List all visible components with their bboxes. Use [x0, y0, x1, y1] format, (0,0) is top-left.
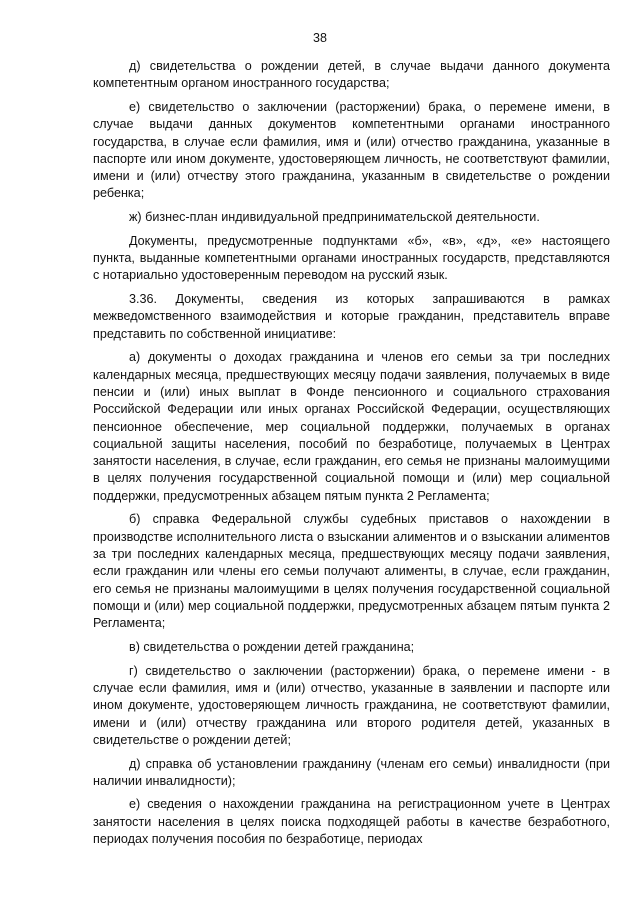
page-number: 38 — [313, 31, 327, 45]
paragraph-v-children-birth: в) свидетельства о рождении детей гражданина; — [129, 639, 415, 654]
paragraph-g-marriage-name-change: г) свидетельство о заключении (расторжении) брака, о перемене имени - в случае если фамилия, имя и (или) отчество, указанные в заявлении и паспорте или ином документе, удостоверяющем личность гражданина, не соответствуют фамилии, имени и (или) отчеству гражданина или второго родителя детей, указанных в свидетельстве о рождении детей; — [93, 663, 610, 747]
paragraph-b-bailiff-certificate: б) справка Федеральной службы судебных приставов о нахождении в производстве исполнительного листа о взыскании алиментов и о взыскании алиментов за три последних календарных месяца, предшествующих месяцу подачи заявления, если гражданин или члены его семьи получают алименты, в случае, если гражданин, его семья не признаны малоимущими в целях получения государственной социальной помощи и (или) мер социальной поддержки, предусмотренных абзацем пятым пункта 2 Регламента; — [93, 512, 610, 631]
paragraph-foreign-documents: Документы, предусмотренные подпунктами «б», «в», «д», «е» настоящего пункта, выданные компетентными органами иностранных государств, представляются с нотариально удостоверенным переводом на русский язык. — [93, 233, 610, 283]
document-body — [93, 58, 610, 855]
paragraph-d-birth-certificates: д) свидетельства о рождении детей, в случае выдачи данного документа компетентным органом иностранного государства; — [93, 59, 610, 91]
paragraph-d-disability-certificate: д) справка об установлении гражданину (членам его семьи) инвалидности (при наличии инвалидности); — [93, 756, 610, 788]
paragraph-e-marriage-certificate: е) свидетельство о заключении (расторжении) брака, о перемене имени, в случае выдачи данных документов компетентными органами иностранного государства, в случае если фамилия, имя и (или) отчество гражданина, указанные в паспорте или ином документе, удостоверяющем личность, не соответствуют фамилии, имени и (или) отчеству этого гражданина, указанным в свидетельстве о рождении ребенка; — [93, 99, 610, 201]
paragraph-a-income-documents: а) документы о доходах гражданина и членов его семьи за три последних календарных месяца, предшествующих месяцу подачи заявления, получаемых в виде пенсии и (или) иных выплат в Фонде пенсионного и социального страхования Российской Федерации или иных органах Российской Федерации, осуществляющих пенсионное обеспечение, мер социальной поддержки, получаемых в органах социальной защиты населения, пособий по безработице, получаемых в Центрах занятости населения, в случае, если гражданин, его семья не признаны малоимущими в целях получения государственной социальной помощи и (или) мер социальной поддержки, предусмотренных абзацем пятым пункта 2 Регламента; — [93, 350, 610, 503]
paragraph-3-36: 3.36. Документы, сведения из которых запрашиваются в рамках межведомственного взаимодействия и которые гражданин, представитель вправе представить по собственной инициативе: — [93, 292, 610, 341]
paragraph-zh-business-plan: ж) бизнес-план индивидуальной предпринимательской деятельности. — [129, 210, 540, 225]
paragraph-e-employment-registration: е) сведения о нахождении гражданина на регистрационном учете в Центрах занятости населения в целях поиска подходящей работы в качестве безработного, периодах получения пособия по безработице, периодах — [93, 797, 610, 847]
